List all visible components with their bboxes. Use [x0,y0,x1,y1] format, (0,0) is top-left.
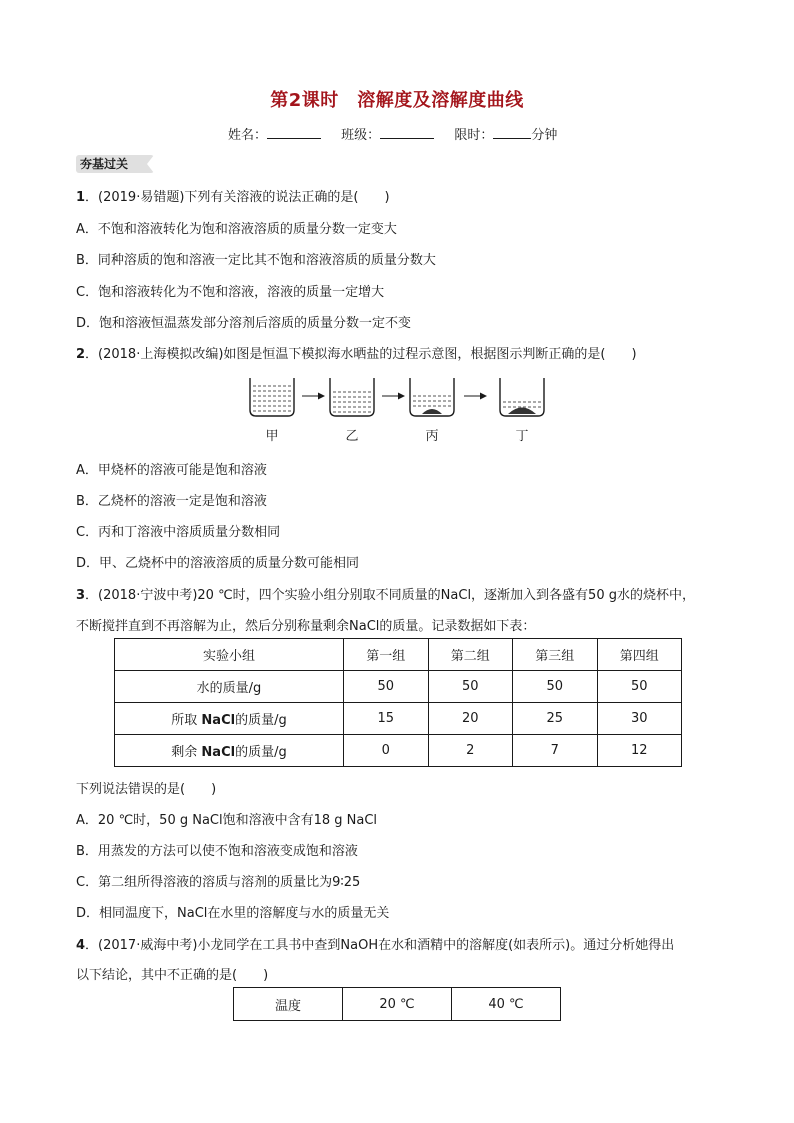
label-pre: 所取 [171,713,202,728]
table-header-cell: 温度 [234,988,343,1021]
q1-stem-text: ．(2019·易错题)下列有关溶液的说法正确的是( ) [85,190,390,205]
time-label: 限时： [454,128,494,143]
q3-stem-text-1: ．(2018·宁波中考)20 ℃时，四个实验小组分别取不同质量的NaCl，逐渐加入到各盛有50 g水的烧杯中， [85,588,695,603]
table-header-cell: 20 ℃ [343,988,452,1021]
q3-number: 3 [76,588,86,603]
class-blank[interactable] [380,125,434,139]
table-cell: 12 [597,735,682,767]
q1-option-b[interactable]: B．同种溶质的饱和溶液一定比其不饱和溶液溶质的质量分数大 [76,253,436,268]
q3-data-table [114,638,682,767]
q3-stem-line2: 不断搅拌直到不再溶解为止，然后分别称量剩余NaCl的质量。记录数据如下表： [76,619,536,634]
q4-stem-line2: 以下结论，其中不正确的是( ) [76,968,269,983]
q3-option-d[interactable]: D．相同温度下，NaCl在水里的溶解度与水的质量无关 [76,906,390,921]
q1-number: 1 [76,190,86,205]
table-cell: 50 [428,671,513,703]
table-header-cell: 实验小组 [115,639,344,671]
beaker-jia [250,378,294,416]
table-cell: 15 [344,703,429,735]
label-bold: NaCl [201,713,236,728]
tag-corner [147,155,154,173]
class-label: 班级： [341,128,381,143]
q3-option-a[interactable]: A．20 ℃时，50 g NaCl饱和溶液中含有18 g NaCl [76,813,378,828]
table-cell: 20 [428,703,513,735]
q2-stem [76,343,637,362]
section-tag [76,155,154,173]
table-header-cell: 第三组 [513,639,598,671]
table-header-cell: 40 ℃ [452,988,561,1021]
q4-solubility-table [233,987,561,1021]
q4-stem-text-1: ．(2017·威海中考)小龙同学在工具书中查到NaOH在水和酒精中的溶解度(如表所示)。通过分析她得出 [85,938,675,953]
table-header-cell: 第二组 [428,639,513,671]
q2-number: 2 [76,347,86,362]
table-cell: 0 [344,735,429,767]
q3-option-b[interactable]: B．用蒸发的方法可以使不饱和溶液变成饱和溶液 [76,844,358,859]
label-bold: NaCl [201,745,236,760]
table-cell: 50 [344,671,429,703]
q3-option-c[interactable]: C．第二组所得溶液的溶质与溶剂的质量比为9∶25 [76,875,361,890]
q2-option-b[interactable]: B．乙烧杯的溶液一定是饱和溶液 [76,494,267,509]
beaker-label-jia: 甲 [265,429,279,444]
beaker-ding [500,378,544,416]
table-cell: 30 [597,703,682,735]
beaker-diagram-svg [240,374,560,454]
beaker-label-bing: 丙 [425,429,439,444]
q1-option-a[interactable]: A．不饱和溶液转化为饱和溶液溶质的质量分数一定变大 [76,222,397,237]
q2-option-c[interactable]: C．丙和丁溶液中溶质质量分数相同 [76,525,281,540]
student-info [228,124,557,143]
name-blank[interactable] [267,125,321,139]
table-header-cell: 第四组 [597,639,682,671]
table-cell: 7 [513,735,598,767]
q1-option-d[interactable]: D．饱和溶液恒温蒸发部分溶剂后溶质的质量分数一定不变 [76,316,412,331]
q1-option-c[interactable]: C．饱和溶液转化为不饱和溶液，溶液的质量一定增大 [76,285,385,300]
beaker-diagram [240,374,560,454]
q2-option-d[interactable]: D．甲、乙烧杯中的溶液溶质的质量分数可能相同 [76,556,360,571]
q3-stem-line1 [76,584,695,603]
q4-number: 4 [76,938,86,953]
beaker-bing [410,378,454,416]
table-row [115,671,682,703]
table-row [115,735,682,767]
q4-stem-line1 [76,934,674,953]
q1-stem [76,186,390,205]
table-header-cell: 第一组 [344,639,429,671]
label-post: 的质量/g [235,713,287,728]
beaker-label-yi: 乙 [345,429,359,444]
name-label: 姓名： [228,128,268,143]
beaker-yi [330,378,374,416]
row-label-taken [115,703,344,735]
row-label-remaining [115,735,344,767]
table-header-row [115,639,682,671]
page-title: 第2课时 溶解度及溶解度曲线 [270,90,524,111]
table-cell: 50 [513,671,598,703]
label-pre: 剩余 [171,745,202,760]
q3-follow: 下列说法错误的是( ) [76,782,217,797]
time-unit: 分钟 [531,128,558,143]
table-cell: 2 [428,735,513,767]
section-tag-label: 夯基过关 [80,157,129,171]
table-row [115,703,682,735]
time-blank[interactable] [493,125,531,139]
row-label-water: 水的质量/g [115,671,344,703]
q2-stem-text: ．(2018·上海模拟改编)如图是恒温下模拟海水晒盐的过程示意图，根据图示判断正确的是( ) [85,347,637,362]
table-cell: 25 [513,703,598,735]
label-post: 的质量/g [235,745,287,760]
table-cell: 50 [597,671,682,703]
q2-option-a[interactable]: A．甲烧杯的溶液可能是饱和溶液 [76,463,267,478]
beaker-label-ding: 丁 [515,429,529,444]
table-header-row [234,988,561,1021]
